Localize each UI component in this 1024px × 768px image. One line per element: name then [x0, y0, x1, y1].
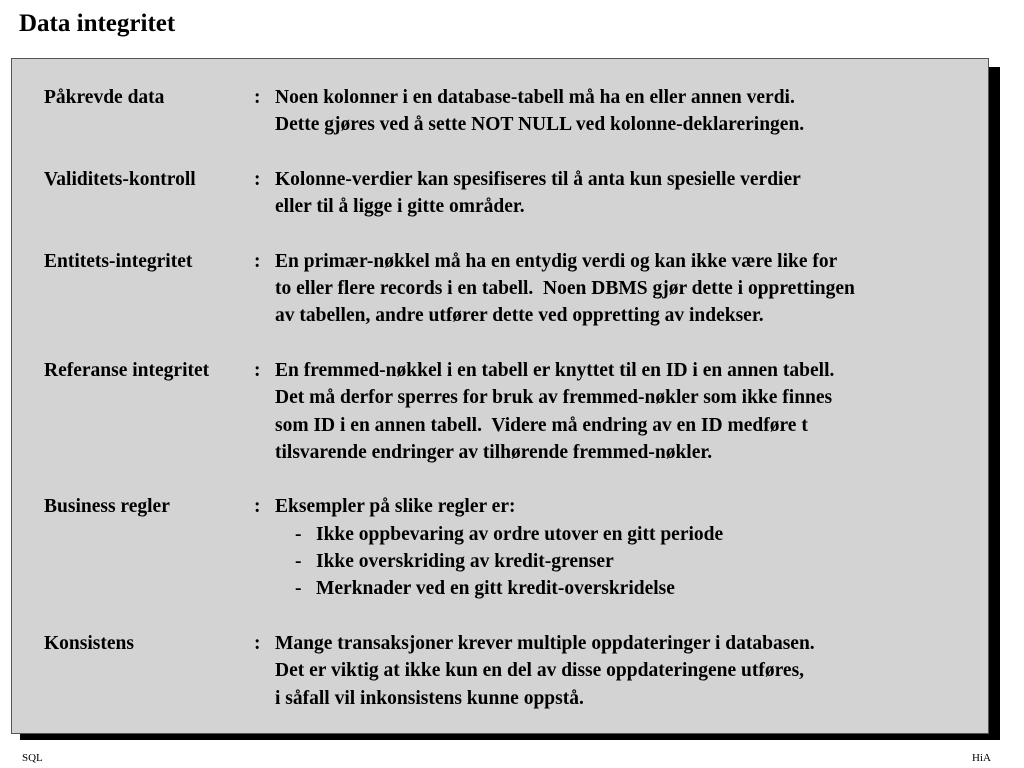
bullet-item	[275, 548, 974, 575]
bullet-dash: -	[295, 578, 302, 600]
definition-term: Entitets-integritet	[44, 250, 193, 272]
definition-line: Det er viktig at ikke kun en del av disse oppdateringene utføres,	[275, 660, 805, 682]
footer-right: HiA	[972, 752, 991, 764]
bullet-text: Ikke overskriding av kredit-grenser	[316, 551, 614, 573]
definition-line: Mange transaksjoner krever multiple oppdateringer i databasen.	[275, 632, 815, 654]
definition-term: Referanse integritet	[44, 359, 210, 381]
definition-term: Business regler	[44, 496, 170, 518]
definition-line: Kolonne-verdier kan spesifiseres til å anta kun spesielle verdier	[275, 168, 801, 190]
definition-row	[44, 357, 974, 466]
definition-colon: :	[254, 168, 261, 190]
definition-line: i såfall vil inkonsistens kunne oppstå.	[275, 687, 584, 709]
definition-text	[275, 166, 974, 221]
definition-text	[275, 630, 974, 712]
definition-row	[44, 84, 974, 139]
definition-colon: :	[254, 87, 261, 108]
definition-line: Eksempler på slike regler er:	[275, 496, 516, 518]
definition-colon: :	[254, 250, 261, 272]
footer-left: SQL	[22, 752, 43, 764]
definition-list	[44, 84, 974, 712]
definition-text	[275, 84, 974, 139]
definition-text	[275, 248, 974, 330]
definition-text	[275, 493, 974, 602]
definition-row	[44, 166, 974, 221]
definition-line: Det må derfor sperres for bruk av fremmed-nøkler som ikke finnes	[275, 387, 833, 409]
definition-row	[44, 248, 974, 330]
bullet-dash: -	[295, 523, 302, 545]
definition-line: som ID i en annen tabell. Videre må endring av en ID medføre t	[275, 414, 808, 436]
definition-line: to eller flere records i en tabell. Noen DBMS gjør dette i opprettingen	[275, 278, 855, 300]
bullet-text: Ikke oppbevaring av ordre utover en gitt periode	[316, 523, 724, 545]
definition-line: En primær-nøkkel må ha en entydig verdi og kan ikke være like for	[275, 250, 838, 272]
definition-colon: :	[254, 359, 261, 381]
bullet-item	[275, 521, 974, 548]
definition-line: eller til å ligge i gitte områder.	[275, 196, 525, 218]
definition-colon: :	[254, 632, 261, 654]
definition-term: Konsistens	[44, 632, 134, 654]
definition-row	[44, 630, 974, 712]
definition-term: Påkrevde data	[44, 87, 165, 108]
page-title: Data integritet	[19, 10, 176, 37]
bullet-dash: -	[295, 551, 302, 573]
definition-line: Noen kolonner i en database-tabell må ha en eller annen verdi.	[275, 87, 795, 108]
definition-line: Dette gjøres ved å sette NOT NULL ved kolonne-deklareringen.	[275, 114, 805, 136]
definition-line: tilsvarende endringer av tilhørende fremmed-nøkler.	[275, 441, 713, 463]
definition-line: av tabellen, andre utfører dette ved oppretting av indekser.	[275, 305, 764, 327]
definition-term: Validitets-kontroll	[44, 168, 196, 190]
definition-text	[275, 357, 974, 466]
bullet-item	[275, 575, 974, 602]
definition-row	[44, 493, 974, 602]
definition-line: En fremmed-nøkkel i en tabell er knyttet til en ID i en annen tabell.	[275, 359, 835, 381]
content-panel	[11, 58, 989, 734]
definition-colon: :	[254, 496, 261, 518]
bullet-text: Merknader ved en gitt kredit-overskridelse	[316, 578, 675, 600]
